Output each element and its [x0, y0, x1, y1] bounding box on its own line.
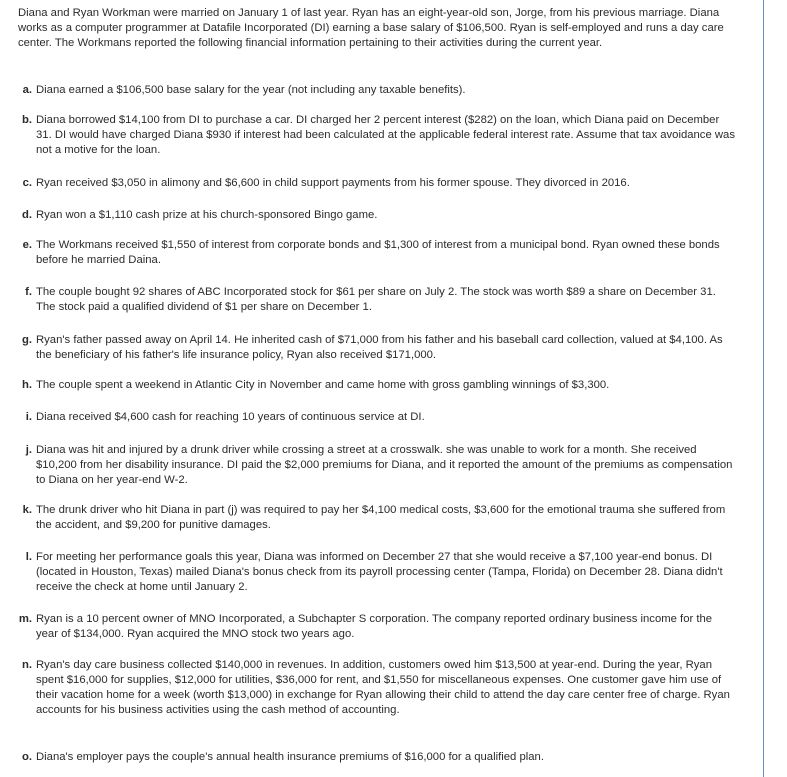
list-item-j [18, 443, 738, 488]
item-letter: i. [25, 411, 32, 423]
item-letter: d. [21, 209, 32, 221]
item-letter: g. [21, 334, 32, 346]
item-letter: n. [21, 659, 32, 671]
list-item-a [18, 83, 738, 98]
item-text: Ryan's day care business collected $140,000 in revenues. In addition, customers owed him $13,500 at year-end. During the year, Ryan spent $16,000 for supplies, $12,000 for utilities, $36,000 for rent, and $1,550 for miscellaneous expenses. One customer gave him use of their vacation home for a week (worth $13,000) in exchange for Ryan allowing their child to attend the day care center free of charge. Ryan accounts for his business activities using the cash method of accounting. [36, 659, 730, 716]
list-item-c [18, 176, 738, 191]
item-letter: j. [25, 444, 32, 456]
item-letter: o. [21, 751, 32, 763]
item-text: For meeting her performance goals this year, Diana was informed on December 27 that she would receive a $7,100 year-end bonus. DI (located in Houston, Texas) mailed Diana's bonus check from its payroll processing center (Tampa, Florida) on December 28. Diana didn't receive the check at home until January 2. [36, 551, 723, 593]
item-text: The Workmans received $1,550 of interest from corporate bonds and $1,300 of interest from a municipal bond. Ryan owned these bonds before he married Daina. [36, 239, 720, 266]
item-text: Ryan won a $1,110 cash prize at his church-sponsored Bingo game. [36, 209, 378, 221]
item-text: The drunk driver who hit Diana in part (j) was required to pay her $4,100 medical costs, $3,600 for the emotional trauma she suffered from the accident, and $9,200 for punitive damages. [36, 504, 726, 531]
list-item-n [18, 658, 738, 718]
item-letter: h. [21, 379, 32, 391]
item-letter: e. [22, 239, 32, 251]
item-letter: m. [18, 613, 32, 625]
list-item-o [18, 750, 738, 765]
list-item-g [18, 333, 738, 363]
list-item-l [18, 550, 738, 595]
item-text: The couple spent a weekend in Atlantic City in November and came home with gross gambling winnings of $3,300. [36, 379, 610, 391]
intro-paragraph: Diana and Ryan Workman were married on January 1 of last year. Ryan has an eight-year-old son, Jorge, from his previous marriage. Diana works as a computer programmer at Datafile Incorporated (DI) earning a base salary of $106,500. Ryan is self-employed and runs a day care center. The Workmans reported the following financial information pertaining to their activities during the current year. [18, 7, 724, 49]
item-letter: f. [25, 286, 32, 298]
item-text: Diana's employer pays the couple's annual health insurance premiums of $16,000 for a qualified plan. [36, 751, 544, 763]
item-text: Ryan received $3,050 in alimony and $6,600 in child support payments from his former spouse. They divorced in 2016. [36, 177, 630, 189]
list-item-b [18, 113, 738, 158]
item-letter: k. [22, 504, 32, 516]
item-text: Ryan is a 10 percent owner of MNO Incorporated, a Subchapter S corporation. The company reported ordinary business income for the year of $134,000. Ryan acquired the MNO stock two years ago. [36, 613, 713, 640]
list-item-f [18, 285, 738, 315]
list-item-d [18, 208, 738, 223]
item-text: Diana earned a $106,500 base salary for the year (not including any taxable benefits). [36, 84, 466, 96]
item-letter: c. [22, 177, 32, 189]
list-item-i [18, 410, 738, 425]
item-text: The couple bought 92 shares of ABC Incorporated stock for $61 per share on July 2. The stock was worth $89 a share on December 31. The stock paid a qualified dividend of $1 per share on December 1. [36, 286, 716, 313]
item-letter: l. [25, 551, 32, 563]
list-item-k [18, 503, 738, 533]
list-item-m [12, 612, 732, 642]
item-letter: b. [21, 114, 32, 126]
list-item-h [18, 378, 738, 393]
item-text: Diana received $4,600 cash for reaching 10 years of continuous service at DI. [36, 411, 425, 423]
list-item-e [18, 238, 738, 268]
item-letter: a. [22, 84, 32, 96]
item-text: Ryan's father passed away on April 14. He inherited cash of $71,000 from his father and his baseball card collection, valued at $4,100. As the beneficiary of his father's life insurance policy, Ryan also received $171,000. [36, 334, 723, 361]
item-text: Diana borrowed $14,100 from DI to purchase a car. DI charged her 2 percent interest ($282) on the loan, which Diana paid on December 31. DI would have charged Diana $930 if interest had been calculated at the applicable federal interest rate. Assume that tax avoidance was not a motive for the loan. [36, 114, 735, 156]
item-text: Diana was hit and injured by a drunk driver while crossing a street at a crosswalk. she was unable to work for a month. She received $10,200 from her disability insurance. DI paid the $2,000 premiums for Diana, and it reported the amount of the premiums as compensation to Diana on her year-end W-2. [36, 444, 733, 486]
